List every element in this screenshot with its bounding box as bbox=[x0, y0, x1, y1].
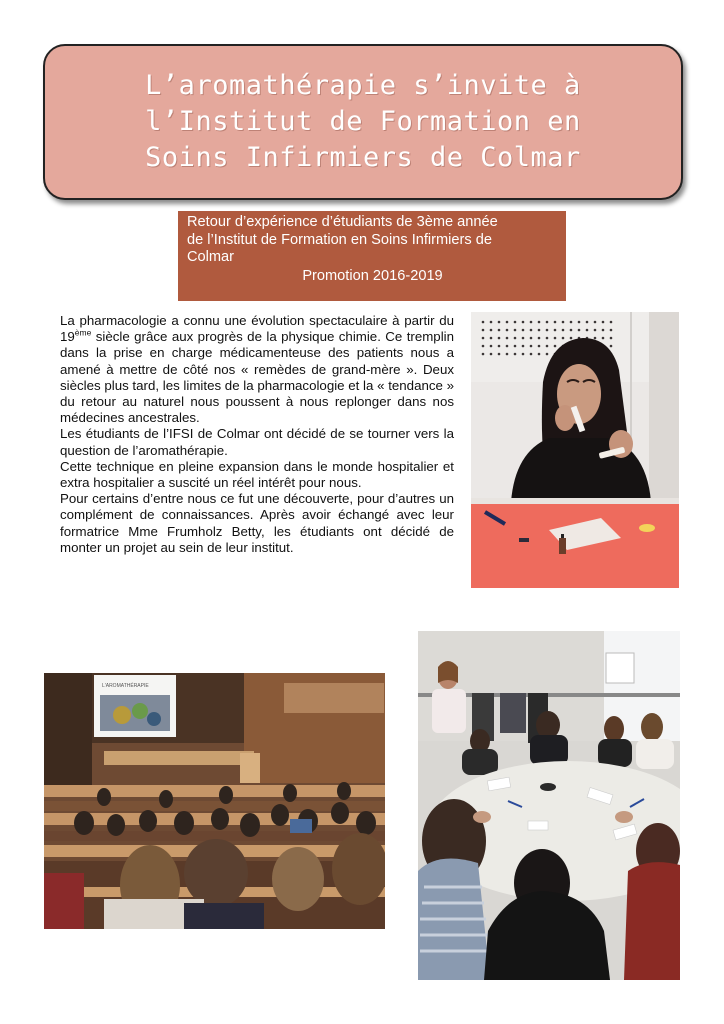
paragraph-2: Les étudiants de l’IFSI de Colmar ont décidé de se tourner vers la question de l’aromathérapie. bbox=[60, 426, 454, 458]
photo-student-smelling-image bbox=[471, 312, 679, 588]
paragraph-4: Pour certains d’entre nous ce fut une découverte, pour d’autres un complément de connaissances. Après avoir échangé avec leur formatrice Mme Frumholz Betty, les étudiants ont décidé de monter un projet au sein de leur institut. bbox=[60, 491, 454, 555]
screen-text: L'AROMATHÉRAPIE bbox=[102, 683, 149, 689]
subtitle-line-3: Colmar bbox=[187, 249, 235, 265]
paragraph-1: La pharmacologie a connu une évolution spectaculaire à partir du 19ème siècle grâce aux progrès de la physique chimie. Ce tremplin dans la prise en charge médicamenteuse des patients nous a amené à mettre de côté nos « remèdes de grand-mère ». Deux siècles plus tard, les limites de la pharmacologie et la « tendance » du retour au naturel nous poussent à nous replonger dans nos médecines ancestrales. bbox=[60, 313, 454, 426]
photo-classroom-table bbox=[418, 631, 680, 980]
title-line-2: l’Institut de Formation en bbox=[145, 106, 581, 137]
photo-lecture-hall-image bbox=[44, 673, 385, 929]
photo-student-smelling bbox=[471, 312, 679, 588]
subtitle-box bbox=[178, 211, 566, 301]
title-line-3: Soins Infirmiers de Colmar bbox=[145, 142, 581, 173]
photo-classroom-table-image bbox=[418, 631, 680, 980]
subtitle-line-2: de l’Institut de Formation en Soins Infirmiers de bbox=[187, 231, 492, 248]
article-body bbox=[60, 313, 454, 556]
title-banner bbox=[43, 44, 683, 200]
promotion-label: Promotion 2016-2019 bbox=[302, 267, 443, 284]
subtitle-line-1: Retour d’expérience d’étudiants de 3ème année bbox=[187, 214, 498, 230]
photo-lecture-hall bbox=[44, 673, 385, 929]
title-line-1: L’aromathérapie s’invite à bbox=[145, 70, 581, 101]
paragraph-3: Cette technique en pleine expansion dans le monde hospitalier et extra hospitalier a suscité un réel intérêt pour nous. bbox=[60, 458, 454, 491]
